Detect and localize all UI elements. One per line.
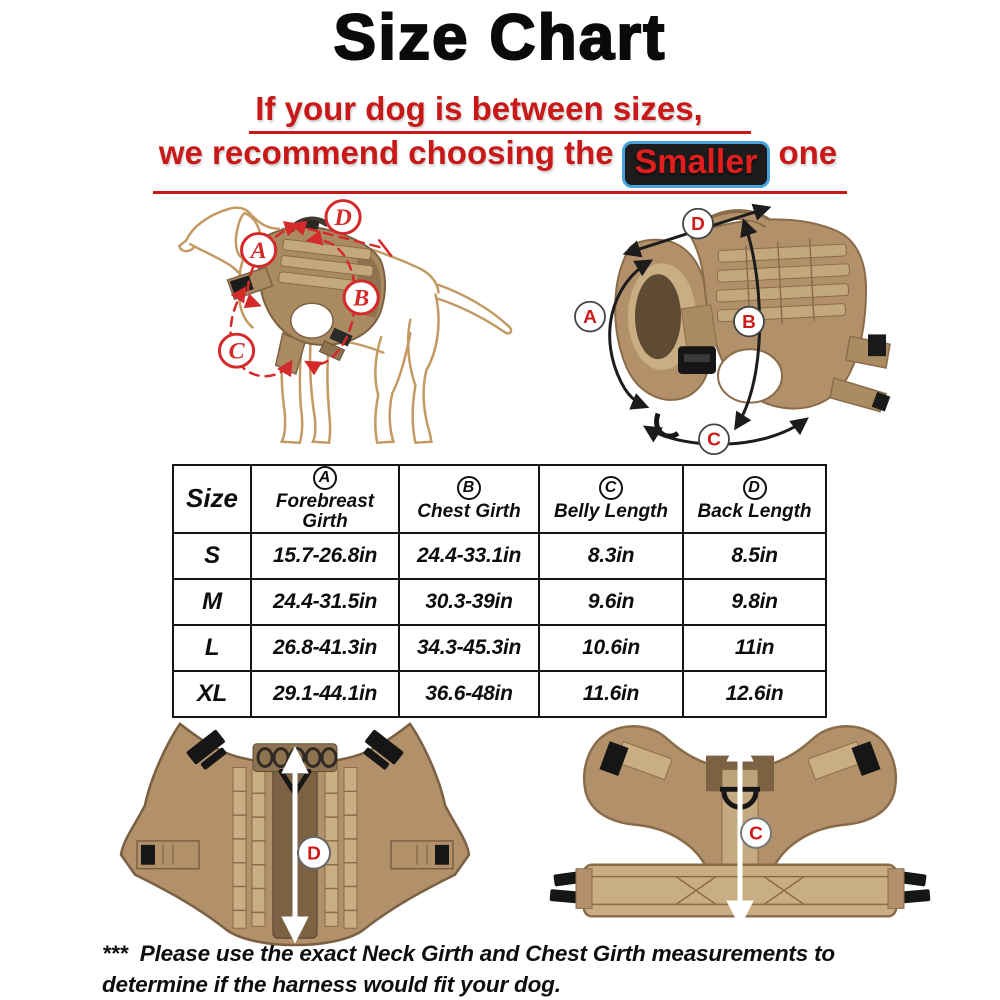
col-header-forebreast [251,465,399,533]
circle-letter-b: B [457,476,481,500]
measure-badge-b [734,307,764,337]
chest-cell: 34.3-45.3in [399,625,539,671]
col-label: Forebreast Girth [275,491,375,532]
measure-badge-c [741,818,771,848]
subtitle-line2 [0,134,1000,194]
circle-letter-c: C [599,476,623,500]
forebreast-cell: 26.8-41.3in [251,625,399,671]
belly-cell: 8.3in [539,533,683,579]
measure-badge-d [298,837,330,869]
table-row-s [173,533,826,579]
measure-badge-c [219,334,253,367]
back-cell: 9.8in [683,579,826,625]
measure-badge-c [699,424,729,454]
svg-text:A: A [583,307,597,329]
svg-text:A: A [250,238,267,264]
svg-text:D: D [307,843,321,865]
size-cell: L [173,625,251,671]
belly-cell: 10.6in [539,625,683,671]
svg-text:C: C [228,338,245,365]
measure-badge-a [242,234,276,267]
subtitle-line2-prefix: we recommend choosing the [158,134,614,171]
harness-side-diagram [552,190,892,462]
smaller-highlight-badge: Smaller [622,141,771,188]
back-cell: 12.6in [683,671,826,717]
back-cell: 8.5in [683,533,826,579]
belly-cell: 9.6in [539,579,683,625]
measure-badge-d [683,209,713,239]
svg-text:C: C [707,429,721,451]
col-header-chest [399,465,539,533]
svg-text:D: D [334,205,352,231]
circle-letter-d: D [743,476,767,500]
svg-text:D: D [691,214,705,236]
circle-letter-a: A [313,466,337,490]
size-cell: S [173,533,251,579]
size-table [172,464,827,718]
measure-badge-d [326,201,360,234]
table-row-m [173,579,826,625]
size-cell: M [173,579,251,625]
dog-measurement-diagram [132,188,534,464]
footer-note: *** Please use the exact Neck Girth and Chest Girth measurements to determine if the harness would fit your dog. [102,941,841,998]
belly-cell: 11.6in [539,671,683,717]
svg-text:C: C [749,823,763,845]
chest-cell: 30.3-39in [399,579,539,625]
harness-bottom-view-diagram [540,706,940,954]
forebreast-cell: 29.1-44.1in [251,671,399,717]
size-cell: XL [173,671,251,717]
col-label: Belly Length [553,500,668,522]
harness-top-view-diagram [105,706,485,954]
forebreast-cell: 15.7-26.8in [251,533,399,579]
col-label: Chest Girth [417,500,521,522]
page-title: Size Chart [333,1,667,73]
chest-cell: 24.4-33.1in [399,533,539,579]
table-row-l [173,625,826,671]
table-header-row [173,465,826,533]
svg-text:B: B [353,285,370,312]
col-header-belly [539,465,683,533]
subtitle-line2-text [153,134,847,194]
measure-badge-b [344,281,378,314]
forebreast-cell: 24.4-31.5in [251,579,399,625]
subtitle-line2-suffix: one [778,134,838,171]
subtitle-line1-text: If your dog is between sizes, [249,90,750,134]
col-header-size: Size [173,465,251,533]
col-label: Back Length [697,500,812,522]
back-cell: 11in [683,625,826,671]
svg-text:B: B [742,312,756,333]
col-header-back [683,465,826,533]
measure-badge-a [575,302,605,332]
chest-cell: 36.6-48in [399,671,539,717]
subtitle-line1 [0,90,1000,134]
